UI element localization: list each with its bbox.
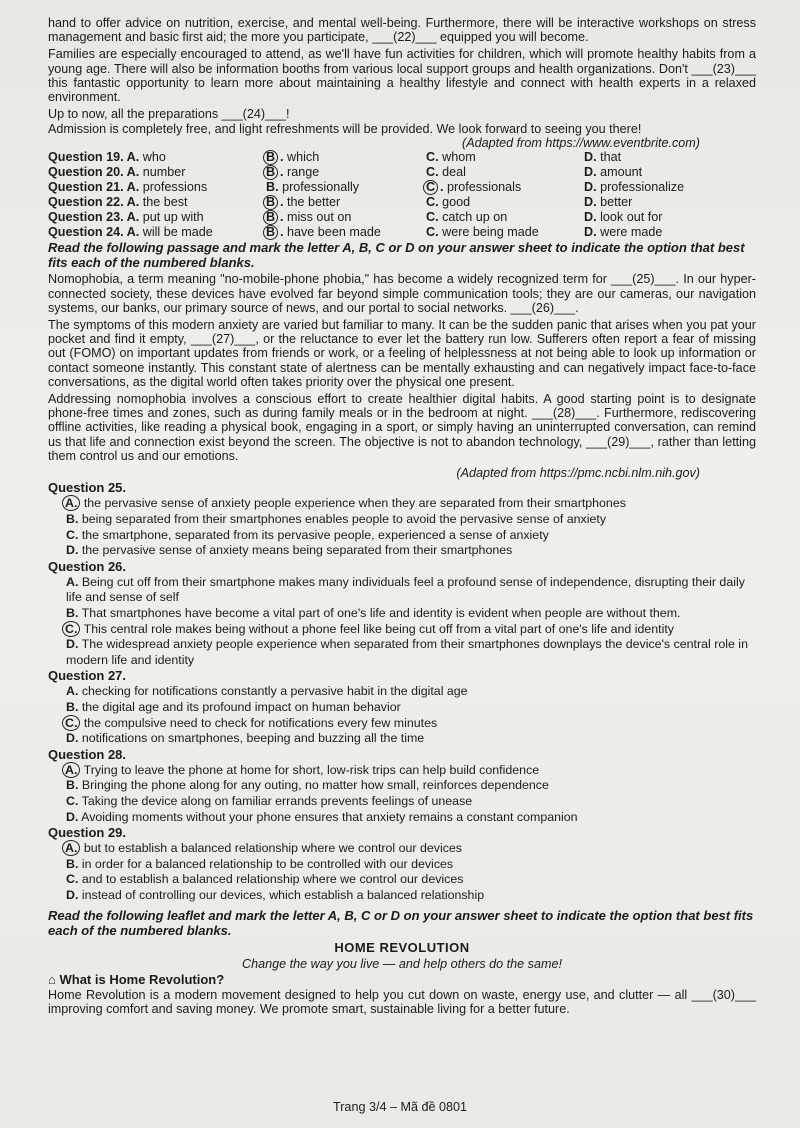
answer-option	[584, 210, 744, 225]
answer-option	[66, 716, 756, 732]
answer-option	[426, 150, 584, 165]
question-block	[48, 825, 756, 903]
option-text: instead of controlling our devices, which establish a balanced relationship	[78, 887, 485, 902]
option-text: good	[442, 195, 471, 210]
answer-option: B . which	[266, 150, 426, 165]
option-letter: C.	[66, 872, 79, 887]
option-letter: D.	[584, 150, 601, 165]
option-text: miss out on	[287, 210, 352, 225]
answer-option	[584, 165, 744, 180]
option-letter: D.	[584, 180, 601, 195]
question-heading: Question 25.	[48, 480, 127, 496]
option-text: that	[600, 150, 622, 165]
answer-option	[426, 165, 584, 180]
option-letter: C.	[66, 793, 79, 808]
leaflet-section-heading	[48, 972, 756, 988]
option-text: who	[142, 150, 166, 165]
answer-option	[66, 841, 756, 857]
option-text: amount	[600, 165, 643, 180]
circled-answer-mark: A.	[62, 762, 80, 778]
answer-option	[66, 810, 756, 826]
option-text: the smartphone, separated from its pervasive people, experienced a sense of anxiety	[78, 527, 549, 542]
circled-answer-mark: B	[263, 165, 278, 180]
option-letter: A.	[126, 150, 143, 165]
option-letter: B.	[66, 512, 79, 527]
question-heading: Question 29.	[48, 825, 127, 841]
leaflet-title: HOME REVOLUTION	[334, 939, 470, 955]
option-text: the best	[142, 195, 188, 210]
option-letter: B.	[66, 606, 79, 621]
option-text: That smartphones have become a vital part of one's life and identity is evident when people are without them.	[78, 606, 681, 621]
option-text: the pervasive sense of anxiety people experience when they are separated from their smartphones	[80, 496, 626, 511]
option-text: the digital age and its profound impact on human behavior	[78, 700, 401, 715]
option-text: professionalize	[600, 180, 685, 195]
answer-option	[66, 622, 756, 638]
leaflet-body: Home Revolution is a modern movement designed to help you cut down on waste, energy use, and clutter — all ___(30)___ improving comfort and saving money. We promote smart, sustainable living for a better future.	[48, 987, 756, 1016]
long-questions	[48, 480, 756, 903]
paragraph: The symptoms of this modern anxiety are varied but familiar to many. It can be the sudden panic that arises when you pat your pocket and find it empty, ___(27)___, or the reluctance to ever let the battery run low. Sufferers often report a fear of missing out (FOMO) on important updates from friends or work, or a feeling of helplessness at not being able to look up information or contact someone instantly. This constant state of alertness can be mentally exhausting and can negatively impact face-to-face conversations, as the digital world often takes priority over the physical one present.	[48, 318, 756, 389]
answer-option	[66, 700, 756, 716]
option-letter: B.	[66, 778, 79, 793]
answer-option	[584, 150, 744, 165]
answer-option: B . have been made	[266, 225, 426, 240]
paragraph: Families are especially encouraged to attend, as we'll have fun activities for children, which will promote healthy habits from a young age. There will also be information booths from various local support groups and health organizations. Don't ___(23)___ this fantastic opportunity to learn more about maintaining a healthy lifestyle and connect with health experts in a relaxed environment.	[48, 47, 756, 105]
answer-option	[66, 512, 756, 528]
source-citation: (Adapted from https://pmc.ncbi.nlm.nih.gov)	[456, 466, 700, 481]
leaflet	[48, 940, 756, 1016]
option-text: but to establish a balanced relationship where we control our devices	[80, 841, 462, 856]
question-label: Question 22. A. the best	[48, 195, 188, 210]
answer-option	[426, 225, 584, 240]
paragraph: Nomophobia, a term meaning "no-mobile-phone phobia," has become a widely recognized term for ___(25)___. In our hyper-connected society, these devices have evolved far beyond simple communication tools; they are our cameras, our navigation systems, our banks, our primary source of news, and our portal to social networks. ___(26)___.	[48, 272, 756, 315]
option-letter: C.	[426, 150, 443, 165]
question-label: Question 19. A. who	[48, 150, 166, 165]
question-block	[48, 747, 756, 825]
option-letter: A.	[126, 210, 143, 225]
answer-option	[66, 575, 756, 606]
question-label: Question 20. A. number	[48, 165, 186, 180]
option-text: being separated from their smartphones enables people to avoid the pervasive sense of anxiety	[78, 512, 607, 527]
question-block	[48, 480, 756, 558]
answer-option: C . professionals	[426, 180, 584, 195]
option-text: professions	[142, 180, 208, 195]
option-text: Being cut off from their smartphone makes many individuals feel a profound sense of independence, disrupting their daily life and sense of self	[66, 574, 745, 605]
answer-option: B . range	[266, 165, 426, 180]
answer-option: B . miss out on	[266, 210, 426, 225]
option-text: better	[600, 195, 633, 210]
question-options	[48, 763, 756, 825]
question-options	[48, 496, 756, 558]
question-block	[48, 559, 756, 669]
option-text: the better	[287, 195, 341, 210]
question-heading: Question 27.	[48, 668, 127, 684]
option-text: professionally	[282, 180, 360, 195]
question-label: Question 23. A. put up with	[48, 210, 204, 225]
top-passage	[48, 16, 756, 150]
circled-answer-mark: B	[263, 210, 278, 225]
option-letter: C.	[426, 225, 443, 240]
paragraph: Up to now, all the preparations ___(24)___!	[48, 107, 290, 122]
answer-option	[66, 888, 756, 904]
option-text: professionals	[447, 180, 522, 195]
answer-option: B . the better	[266, 195, 426, 210]
option-text: deal	[442, 165, 466, 180]
home-icon: ⌂	[48, 971, 56, 987]
option-text: were made	[600, 225, 663, 240]
answer-option	[66, 731, 756, 747]
passage-nomophobia	[48, 272, 756, 480]
option-letter: A.	[66, 574, 79, 589]
option-text: number	[142, 165, 186, 180]
option-letter: D.	[66, 731, 79, 746]
section-instruction: Read the following passage and mark the letter A, B, C or D on your answer sheet to indicate the option that best fits each of the numbered blanks.	[48, 240, 745, 271]
option-text: and to establish a balanced relationship where we control our devices	[78, 872, 464, 887]
question-heading: Question 28.	[48, 746, 127, 762]
option-text: notifications on smartphones, beeping and buzzing all the time	[78, 731, 425, 746]
circled-answer-mark: A.	[62, 495, 80, 511]
option-letter: D.	[584, 225, 601, 240]
question-label: Question 21. A. professions	[48, 180, 208, 195]
answer-option	[66, 496, 756, 512]
option-text: Taking the device along on familiar errands prevents feelings of unease	[78, 793, 473, 808]
option-text: range	[287, 165, 320, 180]
section-instruction: Read the following leaflet and mark the letter A, B, C or D on your answer sheet to indicate the option that best fits each of the numbered blanks.	[48, 907, 754, 938]
circled-answer-mark: B	[263, 225, 278, 240]
option-text: whom	[442, 150, 476, 165]
option-letter: A.	[126, 225, 143, 240]
circled-answer-mark: B	[263, 150, 278, 165]
option-text: put up with	[142, 210, 204, 225]
option-letter: D.	[66, 543, 79, 558]
leaflet-subtitle: Change the way you live — and help others do the same!	[242, 956, 562, 971]
option-text: the pervasive sense of anxiety means being separated from their smartphones	[78, 543, 513, 558]
option-text: were being made	[442, 225, 539, 240]
circled-answer-mark: C.	[62, 715, 80, 731]
option-letter: C.	[426, 210, 443, 225]
option-text: look out for	[600, 210, 663, 225]
answer-option	[66, 778, 756, 794]
option-letter: A.	[126, 180, 143, 195]
circled-answer-mark: C.	[62, 621, 80, 637]
answer-option	[426, 195, 584, 210]
option-letter: A.	[66, 684, 79, 699]
paragraph: hand to offer advice on nutrition, exercise, and mental well-being. Furthermore, there will be interactive workshops on stress management and basic first aid; the more you participate, ___(22)___ equipped you will become.	[48, 16, 756, 45]
option-letter: B.	[66, 856, 79, 871]
answer-option	[66, 794, 756, 810]
circled-answer-mark: B	[263, 195, 278, 210]
question-options	[48, 575, 756, 669]
section-heading-text: What is Home Revolution?	[59, 971, 225, 987]
option-letter: D.	[584, 210, 601, 225]
question-options	[48, 684, 756, 746]
answer-option	[584, 180, 744, 195]
option-letter: D.	[584, 195, 601, 210]
option-text: the compulsive need to check for notifications every few minutes	[80, 715, 438, 730]
option-letter: D.	[66, 809, 79, 824]
option-letter: D.	[584, 165, 601, 180]
option-text: Avoiding moments without your phone ensures that anxiety remains a constant companion	[78, 809, 578, 824]
option-text: Bringing the phone along for any outing, no matter how small, reinforces dependence	[78, 778, 549, 793]
question-heading: Question 26.	[48, 558, 127, 574]
option-text: which	[287, 150, 320, 165]
option-letter: C.	[426, 165, 443, 180]
option-text: have been made	[287, 225, 381, 240]
option-text: catch up on	[442, 210, 508, 225]
option-text: checking for notifications constantly a pervasive habit in the digital age	[78, 684, 468, 699]
option-text: will be made	[142, 225, 213, 240]
question-options	[48, 841, 756, 903]
answer-option	[66, 763, 756, 779]
option-letter: B.	[266, 180, 283, 195]
answer-option	[66, 684, 756, 700]
answer-option	[584, 225, 744, 240]
answer-option	[66, 606, 756, 622]
option-letter: C.	[426, 195, 443, 210]
answer-option	[66, 543, 756, 559]
page-footer: Trang 3/4 – Mã đề 0801	[333, 1100, 467, 1114]
answer-option	[66, 637, 756, 668]
answer-option	[66, 872, 756, 888]
option-letter: D.	[66, 637, 79, 652]
answer-option	[584, 195, 744, 210]
paragraph: Addressing nomophobia involves a conscious effort to create healthier digital habits. A good starting point is to designate phone-free times and zones, such as during family meals or in the bedroom at night. ___(28)___. Furthermore, rediscovering offline activities, like reading a physical book, engaging in a sport, or simply having an uninterrupted conversation, can remind us that life and connection exist beyond the screen. The objective is not to abandon technology, ___(29)___, rather than letting them control us and our emotions.	[48, 392, 756, 463]
answer-option	[66, 528, 756, 544]
option-text: in order for a balanced relationship to be controlled with our devices	[78, 856, 454, 871]
option-letter: D.	[66, 887, 79, 902]
answer-option	[66, 857, 756, 873]
answer-option	[266, 180, 426, 195]
option-letter: C.	[66, 527, 79, 542]
option-letter: A.	[126, 195, 143, 210]
circled-answer-mark: C	[423, 180, 438, 195]
paragraph: Admission is completely free, and light refreshments will be provided. We look forward to seeing you there!	[48, 121, 642, 136]
circled-answer-mark: A.	[62, 840, 80, 856]
question-block	[48, 668, 756, 746]
question-label: Question 24. A. will be made	[48, 225, 213, 240]
option-text: Trying to leave the phone at home for short, low-risk trips can help build confidence	[80, 762, 540, 777]
source-citation: (Adapted from https://www.eventbrite.com)	[462, 136, 700, 151]
answer-option	[426, 210, 584, 225]
question-grid	[48, 150, 756, 240]
option-text: This central role makes being without a phone feel like being cut off from a vital part of one's life and identity	[80, 621, 674, 636]
option-letter: B.	[66, 700, 79, 715]
option-text: The widespread anxiety people experience when separated from their smartphones downplays the device's central role in modern life and identity	[66, 637, 748, 667]
option-letter: A.	[126, 165, 143, 180]
